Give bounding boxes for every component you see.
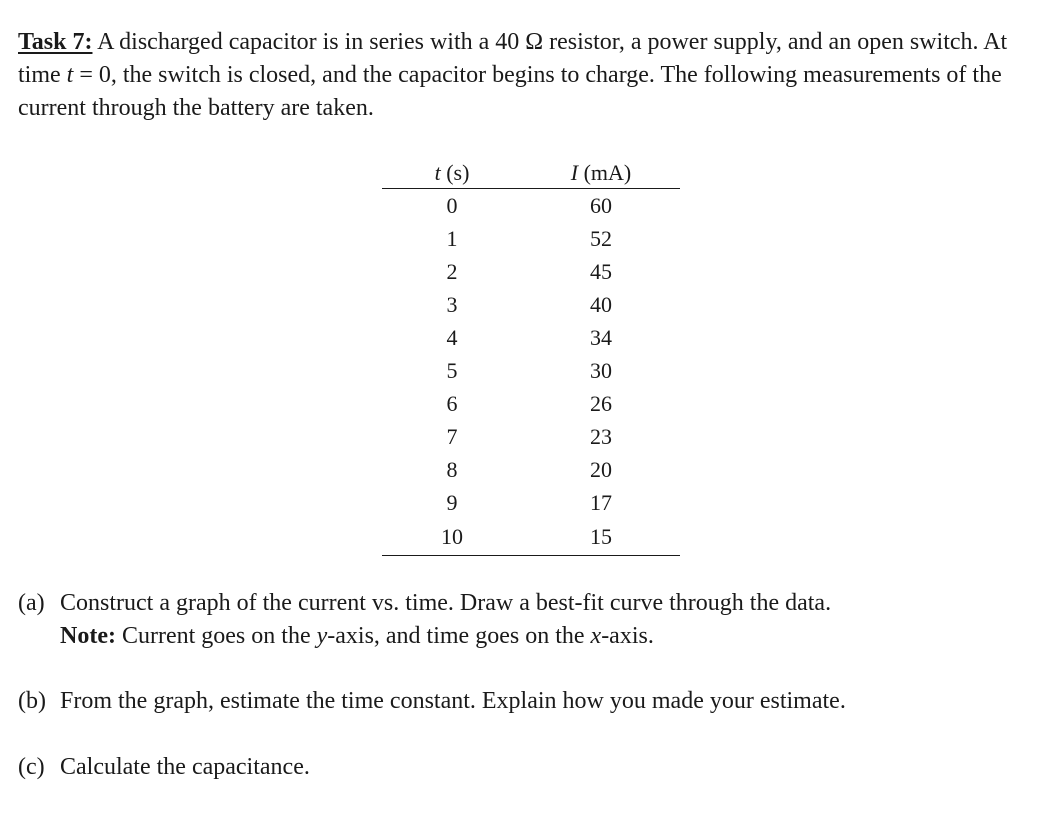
question-b-label: (b) bbox=[18, 688, 46, 714]
table-row bbox=[382, 321, 680, 354]
note-x-variable: x bbox=[590, 623, 602, 649]
current-cell: 52 bbox=[590, 226, 612, 251]
measurement-table bbox=[382, 158, 680, 556]
note-text-1: Current goes on the bbox=[115, 623, 317, 649]
time-cell: 1 bbox=[446, 226, 458, 251]
question-a-text: Construct a graph of the current vs. time. Draw a best-fit curve through the data. bbox=[60, 590, 832, 616]
question-a-label: (a) bbox=[18, 590, 45, 616]
task-text-part-3: = 0, the switch is closed, and the capacitor begins to charge. The following measurements of the current through the battery are taken. bbox=[18, 62, 1002, 121]
table-row bbox=[382, 255, 680, 288]
time-cell: 3 bbox=[446, 292, 458, 317]
current-cell: 45 bbox=[590, 259, 612, 284]
time-cell: 2 bbox=[446, 259, 458, 284]
table-row bbox=[382, 354, 680, 387]
table-row bbox=[382, 222, 680, 255]
question-c-text: Calculate the capacitance. bbox=[60, 754, 310, 780]
table-row bbox=[382, 453, 680, 486]
time-header-variable: t bbox=[434, 160, 441, 185]
task-paragraph bbox=[18, 26, 1028, 125]
note-text-2: -axis, and time goes on the bbox=[327, 623, 591, 649]
time-header-unit: (s) bbox=[440, 160, 470, 185]
current-cell: 15 bbox=[522, 519, 680, 556]
current-cell: 23 bbox=[590, 424, 612, 449]
task-text-part-1: A discharged capacitor is in series with a 40 bbox=[92, 29, 526, 55]
table-row bbox=[382, 519, 680, 556]
time-cell: 4 bbox=[446, 325, 458, 350]
current-cell: 17 bbox=[590, 490, 612, 515]
time-cell: 7 bbox=[446, 424, 458, 449]
current-column-header bbox=[522, 158, 680, 189]
time-cell: 6 bbox=[446, 391, 458, 416]
current-cell: 34 bbox=[590, 325, 612, 350]
current-cell: 26 bbox=[590, 391, 612, 416]
time-cell: 10 bbox=[382, 519, 522, 556]
question-b bbox=[18, 685, 846, 718]
time-cell: 9 bbox=[446, 490, 458, 515]
table-row bbox=[382, 420, 680, 453]
note-y-variable: y bbox=[316, 623, 328, 649]
current-cell: 60 bbox=[590, 193, 612, 218]
question-a bbox=[18, 587, 831, 653]
table-row bbox=[382, 189, 680, 223]
question-c-label: (c) bbox=[18, 754, 45, 780]
current-cell: 40 bbox=[590, 292, 612, 317]
current-cell: 20 bbox=[590, 457, 612, 482]
time-cell: 5 bbox=[446, 358, 458, 383]
note-label: Note: bbox=[60, 623, 116, 649]
time-variable: t bbox=[66, 62, 74, 88]
table-row bbox=[382, 288, 680, 321]
time-cell: 8 bbox=[446, 457, 458, 482]
omega-symbol: Ω bbox=[525, 29, 544, 55]
task-text-part-2: resistor, a power supply, and an open switch. At time bbox=[18, 29, 1008, 88]
table-row bbox=[382, 387, 680, 420]
question-a-note bbox=[18, 620, 831, 653]
table-header-row bbox=[382, 158, 680, 189]
current-header-unit: (mA) bbox=[578, 160, 632, 185]
table-row bbox=[382, 486, 680, 519]
time-cell: 0 bbox=[446, 193, 458, 218]
note-text-3: -axis. bbox=[601, 623, 654, 649]
question-c bbox=[18, 751, 310, 784]
current-header-variable: I bbox=[570, 160, 579, 185]
current-cell: 30 bbox=[590, 358, 612, 383]
task-label: Task 7: bbox=[18, 29, 93, 55]
time-column-header bbox=[382, 158, 522, 189]
question-b-text: From the graph, estimate the time constant. Explain how you made your estimate. bbox=[60, 688, 846, 714]
